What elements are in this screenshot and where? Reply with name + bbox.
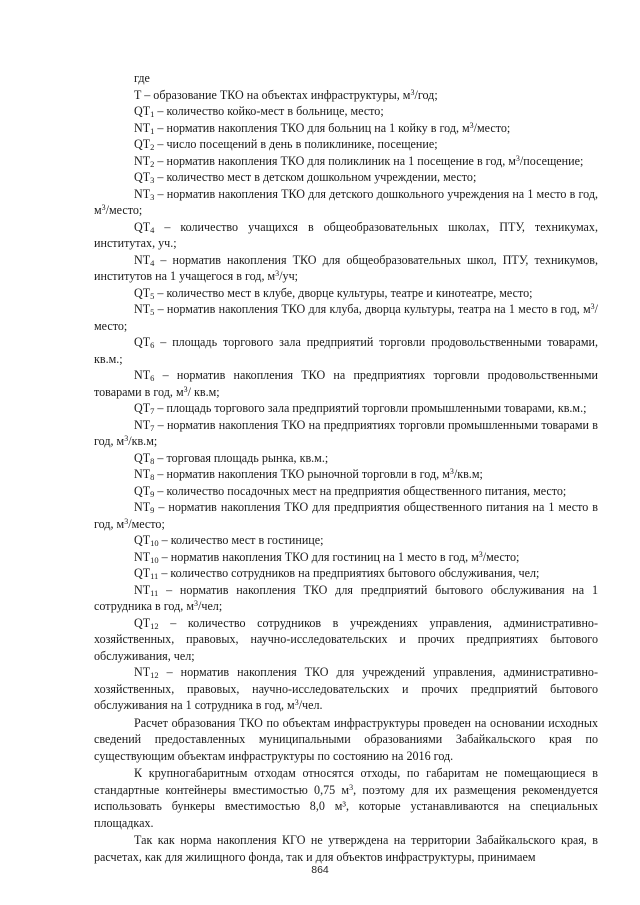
definitions-list [94, 87, 598, 714]
definition-symbol: NT [134, 549, 151, 564]
definition-subscript: 10 [150, 538, 159, 548]
definition-item [94, 466, 598, 483]
definition-text: – количество мест в гостинице; [158, 533, 324, 547]
definition-unit: /уч; [279, 269, 299, 283]
definition-symbol: QT [134, 566, 151, 580]
definition-text: – норматив накопления ТКО на предприятиях торговли продовольственными товарами в год, м [94, 368, 598, 399]
definition-text: – норматив накопления ТКО на предприятиях торговли промышленными товарами в год, м [94, 417, 598, 448]
definition-item [94, 153, 598, 170]
definition-superscript: 3 [124, 434, 129, 443]
definition-text: – количество мест в детском дошкольном учреждении, место; [154, 170, 477, 184]
definition-symbol: NT [134, 368, 151, 382]
definition-subscript: 5 [150, 307, 155, 317]
definition-symbol: NT [134, 665, 151, 679]
definition-text: – число посещений в день в поликлинике, посещение; [154, 137, 438, 151]
definition-superscript: 3 [124, 516, 129, 526]
definition-item [94, 252, 598, 285]
definition-subscript: 10 [150, 554, 159, 565]
definition-symbol: QT [134, 137, 151, 151]
definition-item [94, 532, 598, 549]
definition-unit: /место; [128, 516, 165, 531]
definition-text: – норматив накопления ТКО для общеобразовательных школ, ПТУ, техникумов, институтов на 1 учащегося в год, м [94, 252, 598, 283]
paragraph-text: Расчет образования ТКО по объектам инфраструктуры проведен на основании исходных сведений предоставленных муниципальными образованиями Забайкальского края по существующим объектам инфраструктуры по состоянию на 2016 год. [94, 715, 598, 763]
definition-unit: /место; [105, 203, 143, 217]
definition-item [94, 417, 598, 450]
definition-text: – количество учащихся в общеобразовательных школах, ПТУ, техникумах, институтах, уч.; [94, 219, 598, 250]
body-paragraphs [94, 715, 598, 866]
definition-item [94, 450, 598, 467]
definition-item [94, 334, 598, 367]
body-paragraph [94, 715, 598, 765]
definition-item [94, 169, 598, 186]
definition-unit: /год; [414, 87, 438, 102]
definition-text: – норматив накопления ТКО для клуба, дворца культуры, театра на 1 место в год, м [154, 302, 591, 316]
definition-superscript: 3 [469, 120, 474, 130]
definition-symbol: NT [134, 467, 151, 481]
definition-unit: /место; [482, 549, 520, 564]
definition-subscript: 2 [150, 158, 155, 169]
definition-symbol: NT [134, 153, 151, 168]
definition-symbol: QT [134, 450, 151, 465]
definition-symbol: QT [134, 104, 151, 118]
definition-subscript: 11 [150, 587, 159, 598]
body-paragraph [94, 832, 598, 865]
definition-item [94, 549, 598, 566]
definition-subscript: 8 [150, 472, 155, 482]
definition-unit: /чел; [198, 599, 223, 613]
definition-subscript: 9 [150, 488, 155, 499]
definition-symbol: NT [134, 582, 151, 597]
definition-subscript: 4 [150, 257, 155, 268]
page-content [94, 70, 598, 865]
definition-symbol: NT [134, 120, 151, 135]
definition-subscript: 3 [150, 175, 155, 185]
definition-unit: /место; [94, 302, 598, 333]
definition-item [94, 483, 598, 500]
definition-text: – количество койко-мест в больнице, место; [154, 104, 384, 118]
definition-unit: /посещение; [519, 153, 584, 168]
definition-item [94, 103, 598, 120]
definition-item [94, 301, 598, 334]
definition-superscript: 3 [275, 269, 280, 278]
definition-unit: /место; [473, 120, 511, 135]
definition-text: – норматив накопления ТКО для гостиниц на 1 место в год, м [158, 549, 479, 564]
definition-text: – норматив накопления ТКО рыночной торговли в год, м [154, 467, 450, 481]
definition-superscript: 3 [183, 384, 188, 394]
definition-superscript: 3 [194, 599, 198, 608]
definition-text: – количество посадочных мест на предприятия общественного питания, место; [154, 483, 567, 498]
paragraph-text: К крупногабаритным отходам относятся отходы, по габаритам не помещающиеся в стандартные контейнеры вместимостью 0,75 м [94, 766, 598, 797]
paragraph-text: Так как норма накопления КГО не утверждена на территории Забайкальского края, в расчетах, как для жилищного фонда, так и для объектов инфраструктуры, принимаем [94, 833, 598, 864]
definition-symbol: NT [134, 417, 151, 432]
definition-superscript: 3 [590, 302, 595, 311]
definition-unit: /кв.м; [453, 467, 483, 481]
definition-subscript: 8 [150, 455, 155, 466]
definition-item [94, 367, 598, 400]
definition-symbol: QT [134, 285, 151, 300]
definition-item [94, 186, 598, 219]
definition-superscript: 3 [449, 467, 454, 476]
definition-text: – площадь торгового зала предприятий торговли промышленными товарами, кв.м.; [154, 401, 587, 415]
definition-text: – норматив накопления ТКО для предприятий бытового обслуживания на 1 сотрудника в год, м [94, 582, 598, 613]
definition-item [94, 615, 598, 665]
definition-item [94, 285, 598, 302]
definition-symbol: NT [134, 500, 151, 514]
definition-subscript: 1 [150, 125, 155, 136]
definition-symbol: QT [134, 170, 151, 184]
definition-subscript: 5 [150, 290, 155, 301]
definition-superscript: 3 [515, 153, 520, 163]
definition-symbol: T [134, 87, 142, 102]
definition-symbol: NT [134, 302, 151, 316]
definition-text: – норматив накопления ТКО для поликлиник на 1 посещение в год, м [154, 153, 516, 168]
definition-item [94, 120, 598, 137]
definition-item [94, 136, 598, 153]
paragraph-text-cont: , поэтому для их размещения рекомендуется использовать бункеры вместимостью 8,0 м³, которые устанавливаются на специальных площадках. [94, 782, 598, 830]
definition-subscript: 4 [150, 224, 155, 235]
definition-symbol: QT [134, 401, 151, 415]
definition-text: – количество сотрудников в учреждениях управления, административно-хозяйственных, правовых, научно-исследовательских и прочих предприятиях бытового обслуживания, чел; [94, 615, 598, 663]
paragraph-superscript: 3 [349, 782, 354, 792]
definition-subscript: 7 [150, 422, 155, 433]
definition-item [94, 400, 598, 417]
definition-subscript: 7 [150, 406, 155, 416]
definition-symbol: QT [134, 615, 151, 630]
body-paragraph [94, 765, 598, 831]
definition-subscript: 6 [150, 340, 155, 350]
definition-superscript: 3 [101, 203, 106, 212]
definition-text: – норматив накопления ТКО для предприятия общественного питания на 1 место в год, м [94, 500, 598, 531]
definition-unit: /чел. [298, 698, 323, 712]
definition-unit: /кв.м; [128, 434, 158, 448]
definition-text: – норматив накопления ТКО для детского дошкольного учреждения на 1 место в год, м [94, 186, 598, 217]
intro-text: где [134, 71, 150, 85]
definition-superscript: 3 [410, 87, 415, 97]
definition-item [94, 499, 598, 532]
definition-subscript: 12 [150, 620, 159, 631]
definition-symbol: QT [134, 483, 151, 498]
definition-symbol: QT [134, 335, 151, 349]
page-number: 864 [311, 864, 329, 876]
definition-subscript: 12 [150, 670, 159, 680]
definition-subscript: 6 [150, 373, 155, 383]
definition-subscript: 1 [150, 109, 155, 119]
definition-subscript: 11 [150, 571, 159, 581]
definition-unit: / кв.м; [187, 384, 220, 399]
definition-symbol: NT [134, 186, 151, 201]
definition-text: – норматив накопления ТКО для учреждений управления, административно-хозяйственных, правовых, научно-исследовательских и прочих предприятий бытового обслуживания на 1 сотрудника в год, м [94, 665, 598, 712]
definition-subscript: 9 [150, 505, 155, 515]
definition-text: – норматив накопления ТКО для больниц на 1 койку в год, м [154, 120, 470, 135]
definition-symbol: NT [134, 252, 151, 267]
definition-superscript: 3 [478, 549, 483, 559]
definition-text: – торговая площадь рынка, кв.м.; [154, 450, 329, 465]
definition-text: – площадь торгового зала предприятий торговли продовольственными товарами, кв.м.; [94, 335, 598, 366]
definition-text: – количество мест в клубе, дворце культуры, театре и кинотеатре, место; [154, 285, 533, 300]
definition-item [94, 565, 598, 582]
definition-item [94, 664, 598, 714]
definition-superscript: 3 [294, 698, 299, 707]
definition-symbol: QT [134, 533, 151, 547]
definition-item [94, 582, 598, 615]
definition-text: – образование ТКО на объектах инфраструктуры, м [141, 87, 411, 102]
definition-symbol: QT [134, 219, 151, 234]
definition-item [94, 87, 598, 104]
definition-subscript: 2 [150, 142, 155, 152]
definition-text: – количество сотрудников на предприятиях бытового обслуживания, чел; [158, 566, 540, 580]
definition-item [94, 219, 598, 252]
definition-subscript: 3 [150, 191, 155, 202]
